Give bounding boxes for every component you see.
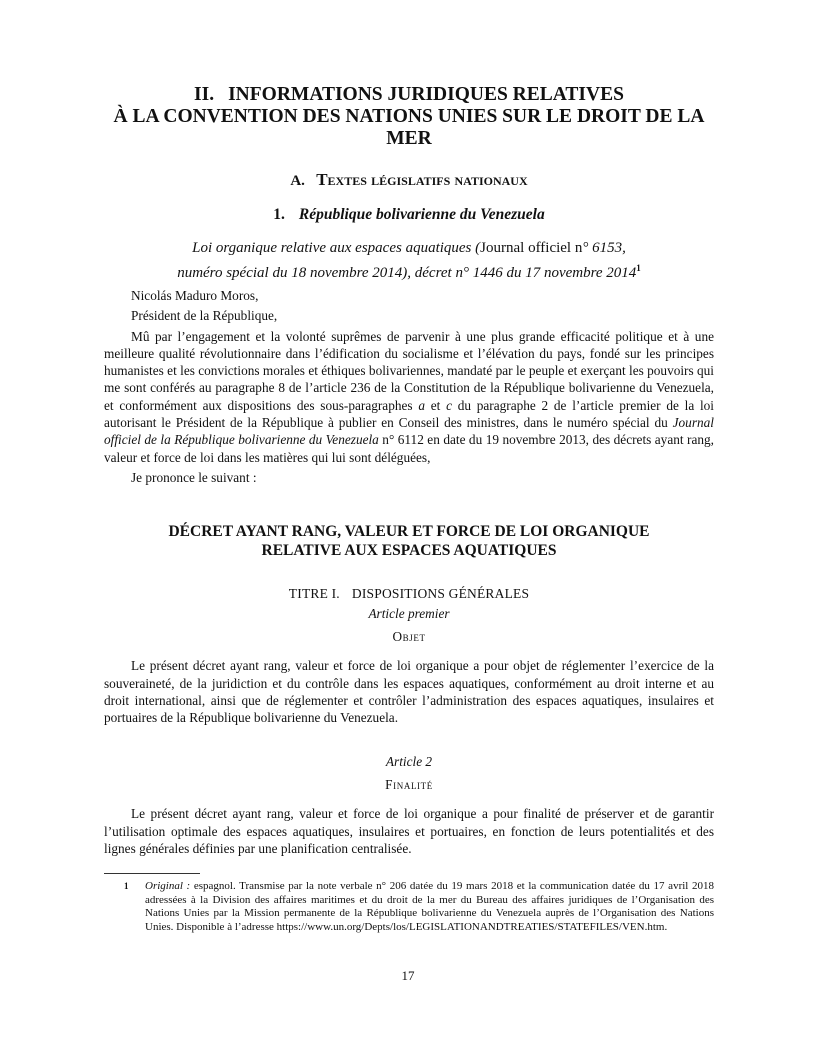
preamble-name: Nicolás Maduro Moros, — [131, 288, 259, 303]
section-letter: A. — [290, 173, 305, 189]
footnote — [104, 880, 714, 934]
part-title-line2: À LA CONVENTION DES NATIONS UNIES SUR LE DROIT DE LA MER — [113, 106, 705, 149]
article-text: Le présent décret ayant rang, valeur et force de loi organique a pour objet de réglementer l’exercice de la souveraineté, de la juridiction et du contrôle dans les espaces aquatiques, conformément au droit interne et au droit international, ainsi que de réglementer et contrôler l’administration des espaces aquatiques, insulaires et portuaires de la République bolivarienne du Venezuela. — [104, 658, 714, 726]
preamble — [104, 287, 714, 486]
section-heading — [104, 170, 714, 190]
article-label: Article premier — [368, 606, 450, 622]
article-heading: Finalité — [385, 777, 433, 793]
law-title-line2: numéro spécial du 18 novembre 2014), décret n° 1446 du 17 novembre 2014$^1$ — [177, 263, 641, 281]
law-title — [104, 238, 714, 283]
preamble-pronounce: Je prononce le suivant : — [131, 469, 257, 485]
footnote-separator — [104, 873, 200, 874]
part-number: II. — [194, 84, 215, 105]
journal-name: Journal officiel n — [480, 240, 583, 256]
titre-number: TITRE I. — [288, 586, 340, 602]
article-text: Le présent décret ayant rang, valeur et force de loi organique a pour finalité de préserver et de garantir l’utilisation optimale des espaces aquatiques, insulaires et portuaires, en fonction de leurs potentialités et des lignes générales définies par une planification centralisée. — [104, 806, 714, 857]
decree-title: DÉCRET AYANT RANG, VALEUR ET FORCE DE LOI ORGANIQUE RELATIVE AUX ESPACES AQUATIQUES — [168, 523, 650, 560]
part-title-line1: II. INFORMATIONS JURIDIQUES RELATIVES — [194, 84, 624, 105]
titre-label: DISPOSITIONS GÉNÉRALES — [351, 586, 530, 602]
page-body — [104, 84, 714, 857]
page-number: 17 — [401, 968, 415, 983]
subsection-heading — [104, 206, 714, 224]
part-title — [104, 84, 714, 150]
subsection-number: 1. — [273, 206, 285, 223]
section-title: Textes législatifs nationaux — [316, 170, 528, 189]
preamble-role: Président de la République, — [131, 308, 278, 324]
article-heading: Objet — [392, 629, 426, 645]
preamble-body: Mû par l’engagement et la volonté suprêmes de parvenir à une plus grande efficacité politique et à une meilleure qualité révolutionnaire dans l’édification du socialisme et l’élévation du pays, fondé sur les principes humanistes et les convictions morales et éthiques bolivariennes, mandaté par le peuple et exerçant les pouvoirs qui me sont conférés au paragraphe 8 de l’article 236 de la Constitution de la République bolivarienne du Venezuela, et conformément aux dispositions des sous-paragraphes a et c du paragraphe 2 de l’article premier de la loi autorisant le Président de la République à publier en Conseil des ministres, dans le numéro spécial du Journal officiel de la République bolivarienne du Venezuela n° 6112 en date du 19 novembre 2013, des décrets ayant rang, valeur et force de loi dans les matières qui lui sont déléguées, — [104, 328, 715, 465]
article-label: Article 2 — [385, 754, 433, 770]
footnote-reference[interactable]: 1 — [636, 263, 641, 273]
journal-reference: Journal officiel de la République bolivarienne du Venezuela — [104, 415, 714, 448]
footnote-text: Original : espagnol. Transmise par la note verbale n° 206 datée du 19 mars 2018 et la communication datée du 17 avril 2018 adressées à la Division des affaires maritimes et du droit de la mer du Bureau des affaires juridiques de l’Organisation des Nations Unies par la Mission permanente de la République bolivarienne du Venezuela auprès de l’Organisation des Nations Unies. Disponible à l’adresse https://www.un.org/Depts/los/LEGISLATIONANDTREATIES/STATEFILES/VEN.htm. — [145, 880, 714, 933]
titre-heading — [104, 586, 714, 602]
footnote-mark: 1 — [124, 881, 129, 891]
law-title-line1: Loi organique relative aux espaces aquatiques (Journal officiel n° 6153, — [192, 240, 626, 256]
subsection-title: République bolivarienne du Venezuela — [298, 206, 545, 223]
